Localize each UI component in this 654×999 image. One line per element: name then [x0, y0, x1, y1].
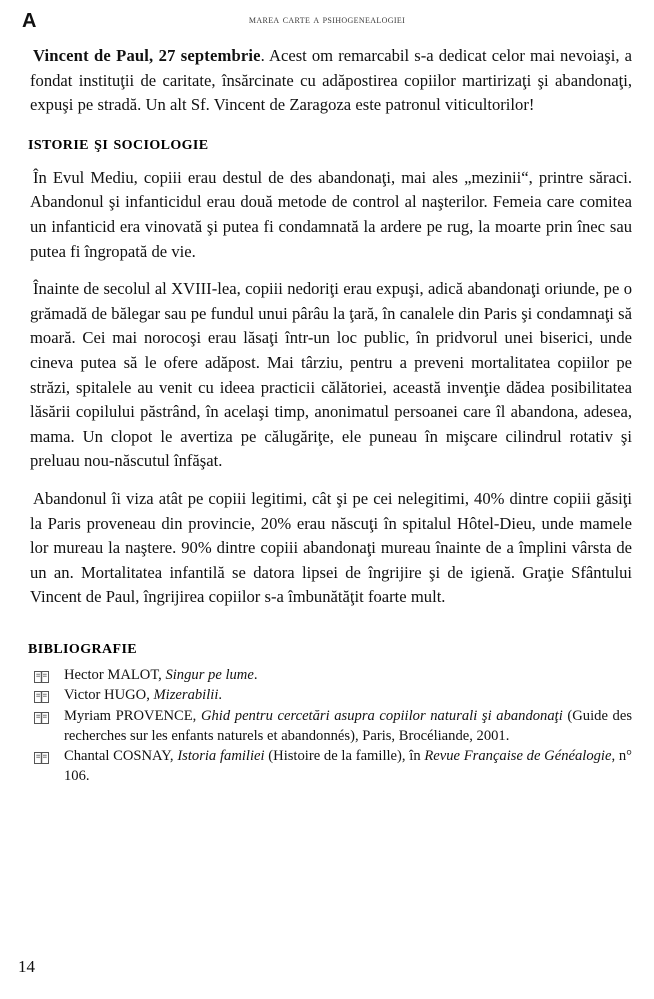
bibliography-title: Mizerabilii: [153, 687, 219, 704]
bibliography-author: Hector MALOT,: [64, 666, 166, 683]
bibliography-rest: (Guide des recherches sur les enfants naturels et abandonnés), Paris, Brocéliande, 2001.: [64, 708, 632, 744]
intro-lead-name: Vincent de Paul, 27 septembrie: [33, 46, 261, 65]
bibliography-author: Myriam PROVENCE,: [64, 708, 201, 725]
bibliography-rest: .: [218, 687, 223, 704]
page-content: [30, 44, 632, 787]
bibliography-title: Ghid pentru cercetări asupra copiilor naturali şi abandonaţi: [200, 708, 563, 725]
running-title: marea carte a psihogenealogiei: [248, 14, 406, 26]
section-heading-history: istorie şi sociologie: [28, 132, 209, 154]
list-item: [30, 666, 632, 686]
bibliography-list: [30, 666, 632, 787]
list-item: [30, 707, 632, 746]
bibliography-title: Istoria familiei: [177, 748, 265, 765]
bibliography-author: Victor HUGO,: [64, 687, 154, 704]
bibliography-title-secondary: Revue Française de Généalogie: [424, 748, 612, 765]
bibliography-author: Chantal COSNAY,: [64, 748, 178, 765]
history-paragraph-2: Înainte de secolul al XVIII-lea, copiii nedoriţi erau expuşi, adică abandonaţi oriunde, pe o grămadă de bălegar sau pe fundul unui pârâu la ţară, în canalele din Paris şi condamnaţi să moară. Cei mai norocoşi erau lăsaţi într-un loc public, în pridvorul unei biserici, unde cineva putea să le ofere adăpost. Mai târziu, pentru a preveni mortalitatea copiilor pe străzi, spitalele au venit cu ideea practicii călătoriei, această invenţie dădea posibilitatea lăsării copilului păstrând, în acelaşi timp, anonimatul persoanei care îl abandona, adesea, mama. Un clopot le avertiza pe călugăriţe, ele puneau în mişcare cilindrul rotativ şi preluau nou-născutul înfăşat.: [30, 279, 632, 471]
page-number: 14: [18, 957, 35, 976]
history-paragraph-3: Abandonul îi viza atât pe copiii legitimi, cât şi pe cei nelegitimi, 40% dintre copiii găsiţi la Paris proveneau din provincie, 20% erau născuţi în spitalul Hôtel-Dieu, unde mamele lor mureau la naştere. 90% dintre copiii abandonaţi mureau înainte de a împlini vârsta de un an. Mortalitatea infantilă se datora lipsei de îngrijire şi de igienă. Graţie Sfântului Vincent de Paul, îngrijirea copiilor s-a îmbunătăţit foarte mult.: [30, 488, 632, 607]
open-book-icon: [34, 690, 49, 702]
bibliography-rest-secondary: , n° 106.: [64, 748, 632, 784]
running-header: [22, 10, 632, 34]
header-section-marker: A: [22, 10, 37, 32]
bibliography-rest: (Histoire de la famille), în: [264, 748, 425, 765]
list-item: [30, 747, 632, 786]
list-item: [30, 686, 632, 706]
section-heading-bibliography: bibliografie: [28, 636, 138, 658]
intro-paragraph: [30, 44, 632, 118]
history-paragraph-1: În Evul Mediu, copiii erau destul de des abandonaţi, mai ales „mezinii“, printre săraci. Abandonul şi infanticidul erau două metode de control al naşterilor. Femeia care comitea un infanticid era vinovată şi putea fi condamnată la ardere pe rug, la moarte prin înec sau putea fi îngropată de vie.: [30, 167, 632, 261]
bibliography-title: Singur pe lume: [165, 666, 254, 683]
open-book-icon: [34, 711, 49, 723]
intro-paragraph-text: . Acest om remarcabil s-a dedicat celor mai nevoiaşi, a fondat instituţii de caritate, însărcinate cu adăpostirea copiilor martirizaţi şi abandonaţi, expuşi pe stradă. Un alt Sf. Vincent de Zaragoza este patronul viticultorilor!: [30, 46, 632, 115]
bibliography-rest: .: [253, 666, 258, 683]
open-book-icon: [34, 670, 49, 682]
open-book-icon: [34, 751, 49, 763]
